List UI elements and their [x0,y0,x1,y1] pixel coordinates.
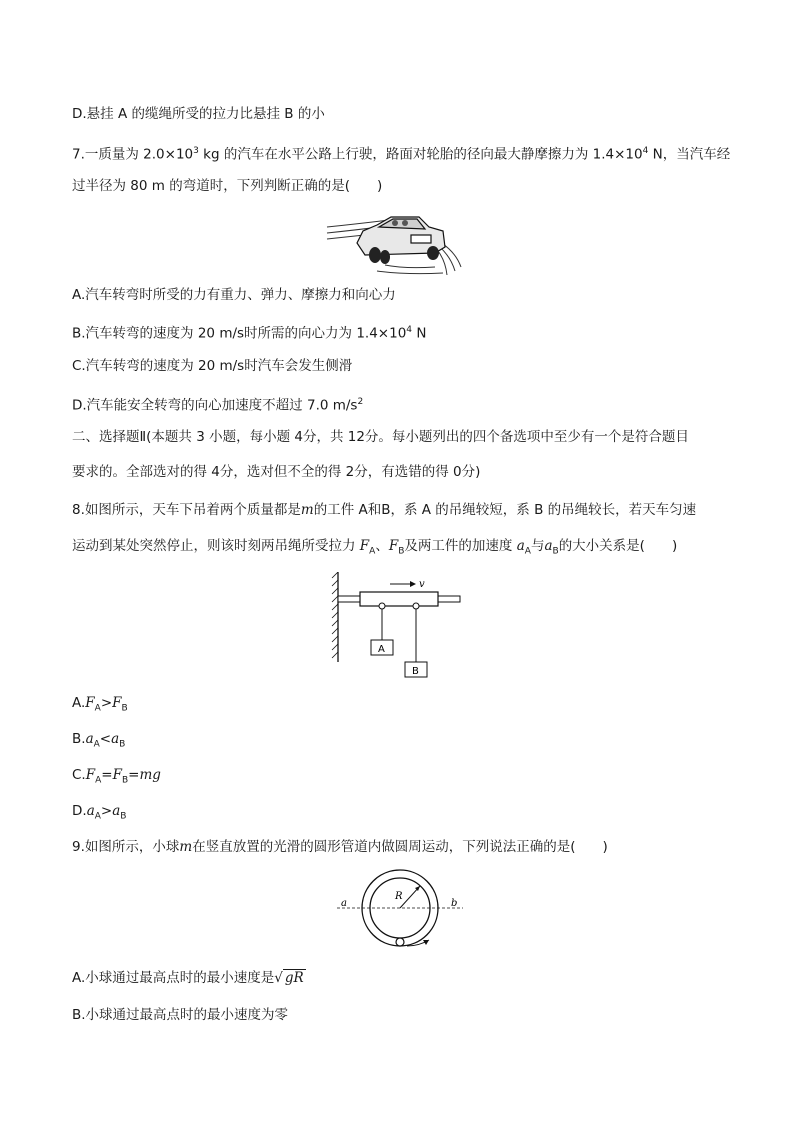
q7-option-b-text: B.汽车转弯的速度为 20 m/s时所需的向心力为 1.4×10 [72,325,407,342]
crane-v-label: v [419,579,425,590]
q7-option-a: A.汽车转弯时所受的力有重力、弹力、摩擦力和向心力 [72,287,396,303]
q8-opt-a-prefix: A. [72,695,86,711]
q8-stem-line2 [72,536,677,562]
tube-radius-label: R [395,891,403,902]
q8-opt-c-F2: F [112,767,122,783]
q9-sqrt-sign: √ [274,970,283,986]
q8-a-sub-B: B [552,546,559,557]
q7-option-d-text: D.汽车能安全转弯的向心加速度不超过 7.0 m/s [72,397,358,414]
q9-stem [72,837,608,857]
q8-option-c [72,765,161,791]
q8-opt-b-a2: a [111,731,120,747]
q7-stem-text-a: 7.一质量为 2.0×10 [72,146,194,163]
tube-label-b: b [451,898,458,909]
q8-opt-d-a2: a [112,803,121,819]
q7-stem-text-b: kg 的汽车在水平公路上行驶，路面对轮胎的径向最大静摩擦力为 1.4×10 [198,146,643,163]
q9-option-b: B.小球通过最高点时的最小速度为零 [72,1007,289,1023]
q7-stem-line2: 过半径为 80 m 的弯道时，下列判断正确的是( ) [72,178,383,194]
q8-option-d [72,801,126,827]
q7-option-d-sup: 2 [357,397,364,407]
q6-option-d: D.悬挂 A 的缆绳所受的拉力比悬挂 B 的小 [72,106,325,122]
q7-stem-sup1: 3 [193,146,199,156]
q9-stem-text-a: 9.如图所示，小球 [72,839,180,855]
tube-label-a: a [341,898,347,909]
car-turning-figure [325,205,465,277]
q8-opt-c-eq1: = [101,767,113,783]
q8-opt-c-eq2: = [128,767,140,783]
q8-opt-b-prefix: B. [72,731,86,747]
q8-a-symbol: a [516,538,525,554]
q8-stem2-text-b: 及两工件的加速度 [404,538,517,554]
crane-box-b-label: B [412,666,419,677]
q8-F-symbol: F [359,538,370,554]
q8-opt-a-subA: A [94,703,101,714]
q8-F-sub-B: B [398,546,405,557]
q7-option-c: C.汽车转弯的速度为 20 m/s时汽车会发生侧滑 [72,358,353,374]
q8-option-a [72,693,128,719]
circular-tube-figure [335,866,465,954]
q8-option-b [72,729,125,755]
q8-mass-symbol: m [300,502,314,518]
q8-opt-c-subB: B [121,775,129,786]
q8-opt-a-op: > [100,695,113,711]
q8-opt-b-subB: B [119,739,126,750]
q9-option-a-text: A.小球通过最高点时的最小速度是 [72,970,275,986]
q8-opt-c-rhs: mg [139,767,161,783]
section2-line2: 要求的。全部选对的得 4分，选对但不全的得 2分，有选错的得 0分) [72,464,481,480]
q8-a-sub-A: A [524,546,531,557]
q9-stem-text-b: 在竖直放置的光滑的圆形管道内做圆周运动，下列说法正确的是( ) [192,839,608,855]
q9-mass-symbol: m [179,839,193,855]
q8-opt-d-subA: A [94,811,101,822]
q8-opt-a-F2: F [112,695,122,711]
q8-comma: 、 [375,538,389,554]
crane-figure [330,572,465,680]
q8-F-symbol-2: F [388,538,399,554]
q7-option-d [72,392,363,416]
q7-option-b [72,320,426,344]
q7-option-b-sup: 4 [406,325,413,335]
q9-option-a [72,968,306,988]
q8-opt-a-subB: B [121,703,128,714]
q8-opt-d-subB: B [120,811,127,822]
q8-opt-c-prefix: C. [72,767,86,783]
q8-stem2-text-c: 的大小关系是( ) [558,538,678,554]
q9-sqrt-radicand: gR [284,970,304,986]
section2-line1: 二、选择题Ⅱ(本题共 3 小题，每小题 4分，共 12分。每小题列出的四个备选项中至少有一个是符合题目 [72,429,689,445]
q8-opt-d-a: a [86,803,95,819]
q7-option-b-unit: N [412,325,427,342]
q8-opt-c-subA: A [95,775,102,786]
q7-stem-text-c: N，当汽车经 [648,146,731,163]
q7-stem-line1 [72,141,730,165]
q8-a-symbol-2: a [544,538,553,554]
q7-stem-sup2: 4 [642,146,649,156]
q8-opt-b-subA: A [93,739,100,750]
crane-box-a-label: A [378,644,385,655]
q8-opt-d-prefix: D. [72,803,87,819]
q8-opt-b-a: a [85,731,94,747]
q8-opt-a-F: F [85,695,95,711]
q8-stem2-text-a: 运动到某处突然停止，则该时刻两吊绳所受拉力 [72,538,360,554]
q8-stem-text-a: 8.如图所示，天车下吊着两个质量都是 [72,502,301,518]
q8-opt-c-F: F [85,767,96,783]
q8-F-sub-A: A [369,546,376,557]
q8-stem-line1 [72,500,696,520]
q8-stem-text-b: 的工件 A和B，系 A 的吊绳较短，系 B 的吊绳较长，若天车匀速 [313,502,697,518]
q8-opt-d-op: > [100,803,113,819]
q8-opt-b-op: < [99,731,112,747]
q8-yu: 与 [530,538,545,554]
